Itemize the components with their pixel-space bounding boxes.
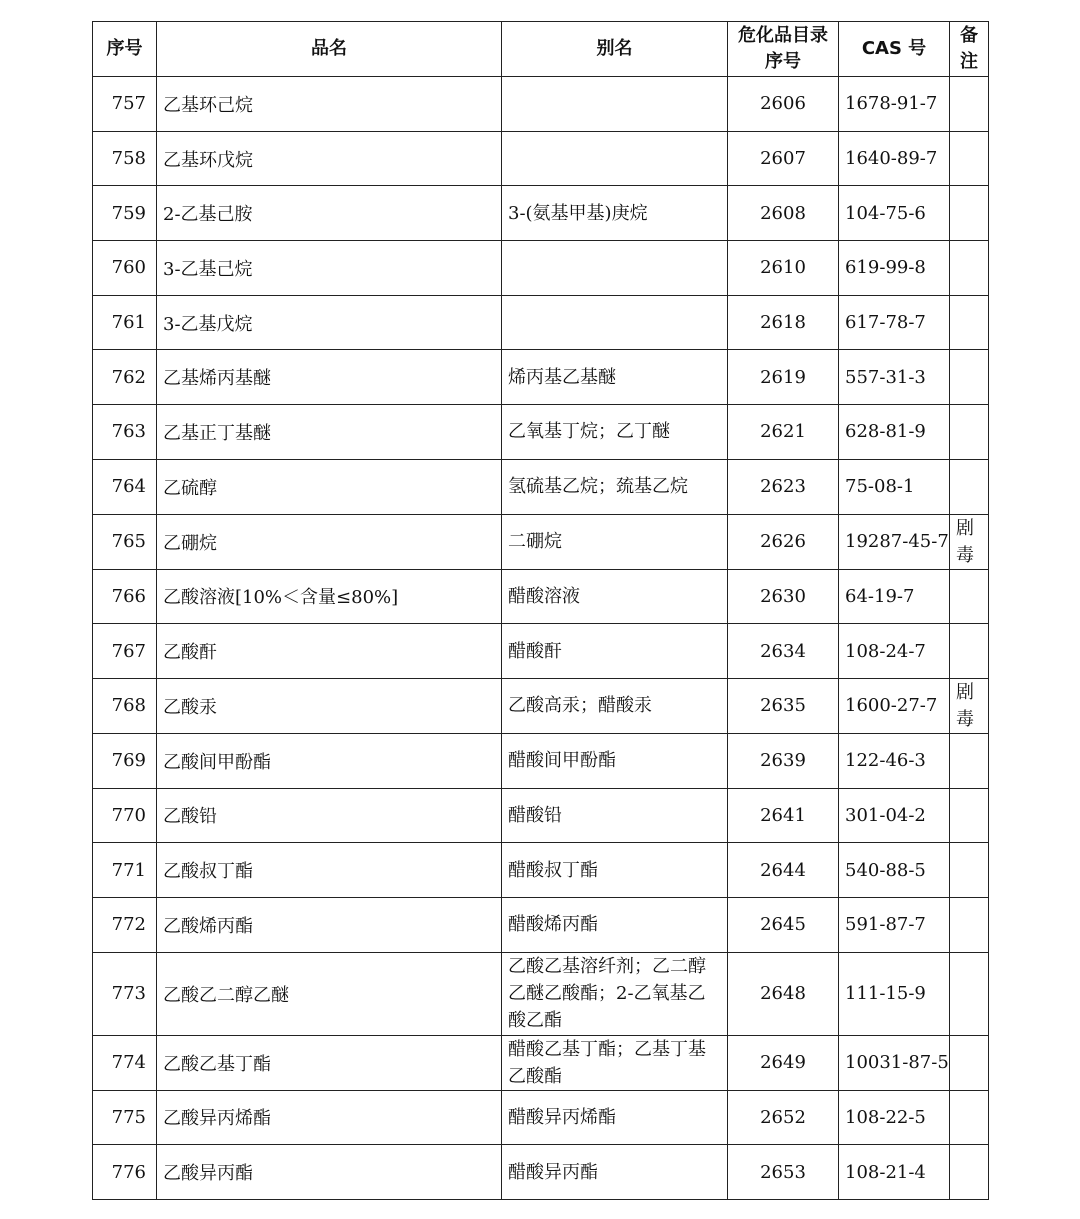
cell-alias <box>502 1035 728 1090</box>
cell-cas: 108-21-4 <box>839 1145 950 1200</box>
cell-catalog-number: 2607 <box>728 131 839 186</box>
cell-note <box>950 241 989 296</box>
cell-cas: 557-31-3 <box>839 350 950 405</box>
cell-name: 乙酸酐 <box>157 624 502 679</box>
header-cas: CAS 号 <box>839 22 950 77</box>
cell-name: 乙基烯丙基醚 <box>157 350 502 405</box>
cell-name: 乙基环戊烷 <box>157 131 502 186</box>
cell-name: 乙酸烯丙酯 <box>157 897 502 952</box>
cell-seq: 767 <box>93 624 157 679</box>
cell-name: 3-乙基戊烷 <box>157 295 502 350</box>
table-row <box>93 624 989 679</box>
alias-line: 乙酸乙基溶纤剂；乙二醇 <box>508 956 706 978</box>
alias-line: 醋酸酐 <box>508 640 562 662</box>
table-row <box>93 405 989 460</box>
cell-catalog-number: 2641 <box>728 788 839 843</box>
alias-line: 醋酸乙基丁酯；乙基丁基 <box>508 1038 706 1060</box>
cell-note <box>950 1145 989 1200</box>
cell-cas: 104-75-6 <box>839 186 950 241</box>
cell-name: 2-乙基己胺 <box>157 186 502 241</box>
cell-note <box>950 1090 989 1145</box>
cell-alias <box>502 897 728 952</box>
cell-note <box>950 186 989 241</box>
cell-seq: 762 <box>93 350 157 405</box>
table-row <box>93 897 989 952</box>
cell-cas: 122-46-3 <box>839 733 950 788</box>
cell-name: 乙酸异丙酯 <box>157 1145 502 1200</box>
cell-catalog-number: 2623 <box>728 459 839 514</box>
cell-seq: 774 <box>93 1035 157 1090</box>
table-row <box>93 843 989 898</box>
note-line: 剧 <box>956 517 974 539</box>
cell-cas: 108-22-5 <box>839 1090 950 1145</box>
cell-note <box>950 131 989 186</box>
cell-name: 乙硫醇 <box>157 459 502 514</box>
cell-name: 乙酸间甲酚酯 <box>157 733 502 788</box>
alias-line: 醋酸间甲酚酯 <box>508 750 616 772</box>
cell-cas: 64-19-7 <box>839 569 950 624</box>
alias-line: 3-(氨基甲基)庚烷 <box>508 202 648 224</box>
header-row <box>93 22 989 77</box>
header-alias: 别名 <box>502 22 728 77</box>
cell-alias <box>502 186 728 241</box>
cell-seq: 775 <box>93 1090 157 1145</box>
cell-name: 乙酸异丙烯酯 <box>157 1090 502 1145</box>
table-row <box>93 77 989 132</box>
table-row <box>93 241 989 296</box>
cell-name: 3-乙基己烷 <box>157 241 502 296</box>
cell-note <box>950 350 989 405</box>
cell-seq: 773 <box>93 952 157 1035</box>
cell-catalog-number: 2606 <box>728 77 839 132</box>
alias-line: 醋酸叔丁酯 <box>508 859 598 881</box>
cell-catalog-number: 2635 <box>728 678 839 733</box>
cell-name: 乙酸乙基丁酯 <box>157 1035 502 1090</box>
table-row <box>93 678 989 733</box>
alias-line: 乙氧基丁烷；乙丁醚 <box>508 421 670 443</box>
alias-line: 醋酸烯丙酯 <box>508 914 598 936</box>
cell-catalog-number: 2630 <box>728 569 839 624</box>
table-row <box>93 350 989 405</box>
cell-catalog-number: 2653 <box>728 1145 839 1200</box>
cell-seq: 757 <box>93 77 157 132</box>
cell-catalog-number: 2652 <box>728 1090 839 1145</box>
cell-note <box>950 459 989 514</box>
cell-note <box>950 624 989 679</box>
cell-cas: 628-81-9 <box>839 405 950 460</box>
cell-alias <box>502 843 728 898</box>
cell-seq: 769 <box>93 733 157 788</box>
cell-seq: 768 <box>93 678 157 733</box>
cell-cas: 617-78-7 <box>839 295 950 350</box>
cell-alias <box>502 350 728 405</box>
cell-name: 乙酸乙二醇乙醚 <box>157 952 502 1035</box>
alias-line: 乙醚乙酸酯；2-乙氧基乙 <box>508 983 706 1005</box>
cell-note <box>950 678 989 733</box>
cell-note <box>950 843 989 898</box>
table-body <box>93 77 989 1200</box>
cell-cas: 1678-91-7 <box>839 77 950 132</box>
table-row <box>93 788 989 843</box>
cell-alias <box>502 733 728 788</box>
cell-cas: 10031-87-5 <box>839 1035 950 1090</box>
cell-note <box>950 788 989 843</box>
note-line: 毒 <box>956 708 974 730</box>
cell-cas: 19287-45-7 <box>839 514 950 569</box>
alias-line: 酸乙酯 <box>508 1010 562 1032</box>
cell-catalog-number: 2645 <box>728 897 839 952</box>
cell-name: 乙酸叔丁酯 <box>157 843 502 898</box>
cell-note <box>950 514 989 569</box>
cell-catalog-number: 2648 <box>728 952 839 1035</box>
cell-note <box>950 733 989 788</box>
cell-catalog-number: 2634 <box>728 624 839 679</box>
header-name: 品名 <box>157 22 502 77</box>
header-catalog-line1: 危化品目录 <box>738 25 828 46</box>
table-row <box>93 569 989 624</box>
cell-note <box>950 77 989 132</box>
cell-alias <box>502 788 728 843</box>
cell-seq: 772 <box>93 897 157 952</box>
cell-alias <box>502 131 728 186</box>
cell-alias <box>502 295 728 350</box>
cell-name: 乙基正丁基醚 <box>157 405 502 460</box>
cell-note <box>950 405 989 460</box>
header-note <box>950 22 989 77</box>
cell-catalog-number: 2626 <box>728 514 839 569</box>
cell-seq: 761 <box>93 295 157 350</box>
cell-catalog-number: 2610 <box>728 241 839 296</box>
cell-alias <box>502 459 728 514</box>
cell-note <box>950 569 989 624</box>
chemicals-table <box>92 21 989 1200</box>
alias-line: 醋酸铅 <box>508 804 562 826</box>
cell-catalog-number: 2644 <box>728 843 839 898</box>
alias-line: 醋酸异丙烯酯 <box>508 1106 616 1128</box>
table-row <box>93 733 989 788</box>
cell-alias <box>502 952 728 1035</box>
table-row <box>93 1090 989 1145</box>
cell-alias <box>502 1090 728 1145</box>
cell-name: 乙硼烷 <box>157 514 502 569</box>
cell-alias <box>502 1145 728 1200</box>
table-row <box>93 1035 989 1090</box>
cell-name: 乙酸汞 <box>157 678 502 733</box>
cell-catalog-number: 2621 <box>728 405 839 460</box>
note-line: 剧 <box>956 681 974 703</box>
cell-alias <box>502 624 728 679</box>
cell-seq: 765 <box>93 514 157 569</box>
table-row <box>93 1145 989 1200</box>
cell-catalog-number: 2618 <box>728 295 839 350</box>
cell-cas: 301-04-2 <box>839 788 950 843</box>
cell-alias <box>502 569 728 624</box>
table-row <box>93 514 989 569</box>
cell-alias <box>502 405 728 460</box>
cell-cas: 108-24-7 <box>839 624 950 679</box>
cell-catalog-number: 2608 <box>728 186 839 241</box>
header-catalog-line2: 序号 <box>765 51 801 72</box>
cell-note <box>950 897 989 952</box>
cell-cas: 1600-27-7 <box>839 678 950 733</box>
cell-cas: 619-99-8 <box>839 241 950 296</box>
alias-line: 醋酸异丙酯 <box>508 1161 598 1183</box>
cell-cas: 1640-89-7 <box>839 131 950 186</box>
cell-seq: 759 <box>93 186 157 241</box>
cell-seq: 764 <box>93 459 157 514</box>
alias-line: 烯丙基乙基醚 <box>508 366 616 388</box>
table-row <box>93 295 989 350</box>
cell-seq: 771 <box>93 843 157 898</box>
cell-seq: 763 <box>93 405 157 460</box>
table-row <box>93 952 989 1035</box>
note-line: 毒 <box>956 544 974 566</box>
alias-line: 醋酸溶液 <box>508 585 580 607</box>
cell-catalog-number: 2639 <box>728 733 839 788</box>
cell-catalog-number: 2649 <box>728 1035 839 1090</box>
alias-line: 乙酸高汞；醋酸汞 <box>508 695 652 717</box>
table-row <box>93 186 989 241</box>
cell-seq: 776 <box>93 1145 157 1200</box>
cell-name: 乙酸铅 <box>157 788 502 843</box>
cell-cas: 75-08-1 <box>839 459 950 514</box>
cell-seq: 770 <box>93 788 157 843</box>
cell-name: 乙基环己烷 <box>157 77 502 132</box>
cell-cas: 111-15-9 <box>839 952 950 1035</box>
cell-seq: 760 <box>93 241 157 296</box>
alias-line: 二硼烷 <box>508 531 562 552</box>
table-row <box>93 131 989 186</box>
cell-alias <box>502 77 728 132</box>
cell-cas: 540-88-5 <box>839 843 950 898</box>
cell-note <box>950 1035 989 1090</box>
alias-line: 氢硫基乙烷；巯基乙烷 <box>508 476 688 498</box>
alias-line: 乙酸酯 <box>508 1065 562 1087</box>
cell-cas: 591-87-7 <box>839 897 950 952</box>
header-seq: 序号 <box>93 22 157 77</box>
header-catalog-number <box>728 22 839 77</box>
cell-seq: 766 <box>93 569 157 624</box>
cell-note <box>950 952 989 1035</box>
cell-alias <box>502 514 728 569</box>
cell-name: 乙酸溶液[10%＜含量≤80%] <box>157 569 502 624</box>
table-row <box>93 459 989 514</box>
header-note-line1: 备 <box>960 25 978 46</box>
cell-note <box>950 295 989 350</box>
cell-seq: 758 <box>93 131 157 186</box>
cell-alias <box>502 678 728 733</box>
cell-alias <box>502 241 728 296</box>
header-note-line2: 注 <box>960 51 978 72</box>
cell-catalog-number: 2619 <box>728 350 839 405</box>
